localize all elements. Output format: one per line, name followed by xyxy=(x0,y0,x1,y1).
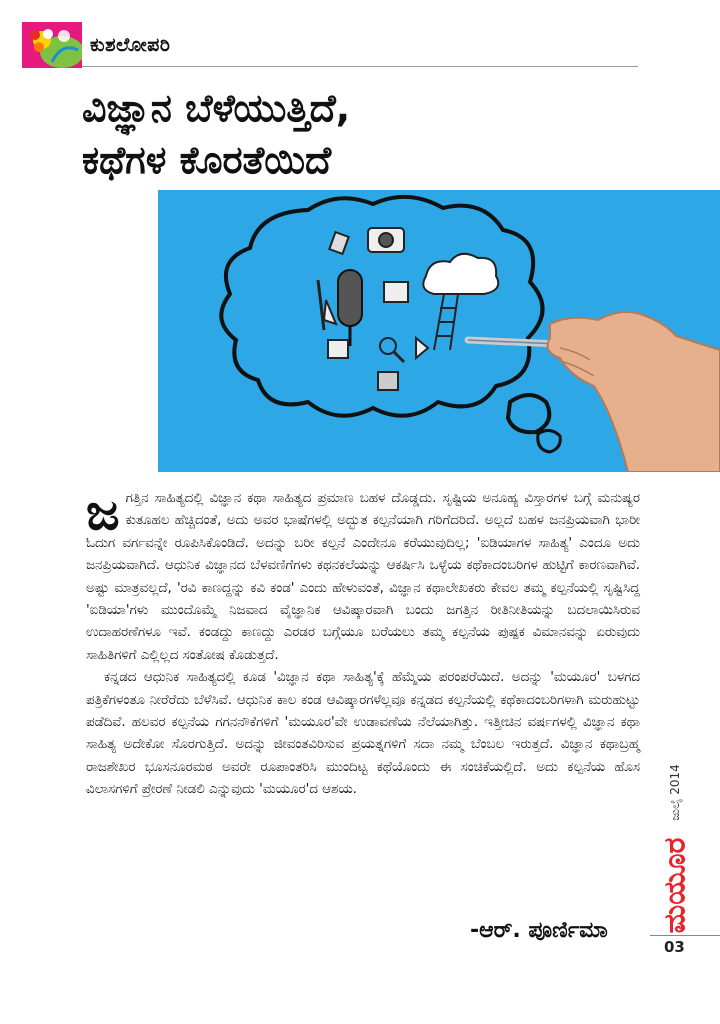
paragraph-1-text: ಗತ್ತಿನ ಸಾಹಿತ್ಯದಲ್ಲಿ ವಿಜ್ಞಾನ ಕಥಾ ಸಾಹಿತ್ಯದ ಪ್ರಮಾಣ ಬಹಳ ದೊಡ್ಡದು. ಸೃಷ್ಟಿಯ ಅನೂಹ್ಯ ವಿಸ್ತಾರಗಳ ಬಗ್ಗೆ ಮನುಷ್ಯರ ಕುತೂಹಲ ಹೆಚ್ಚಿದಂತೆ, ಅದು ಅವರ ಭಾಷೆಗಳಲ್ಲಿ ಅದ್ಭುತ ಕಲ್ಪನೆಯಾಗಿ ಗರಿಗೆದರಿದೆ. ಅಲ್ಲದೆ ಬಹಳ ಜನಪ್ರಿಯವಾಗಿ ಭಾರೀ ಓದುಗ ವರ್ಗವನ್ನೇ ರೂಪಿಸಿಕೊಂಡಿದೆ. ಅದನ್ನು ಬರೀ ಕಲ್ಪನೆ ಎಂದೇನೂ ಕರೆಯುವುದಿಲ್ಲ; 'ಐಡಿಯಾಗಳ ಸಾಹಿತ್ಯ' ಎಂದೂ ಅದು ಜನಪ್ರಿಯವಾಗಿದೆ. ಆಧುನಿಕ ವಿಜ್ಞಾನದ ಬೆಳವಣಿಗೆಗಳು ಕಥನಕಲೆಯನ್ನು ಆಕರ್ಷಿಸಿ ಒಳ್ಳೆಯ ಕಥೆಕಾದಂಬರಿಗಳ ಹುಟ್ಟಿಗೆ ಕಾರಣವಾಗಿವೆ. ಅಷ್ಟು ಮಾತ್ರವಲ್ಲದೆ, 'ರವಿ ಕಾಣದ್ದನ್ನು ಕವಿ ಕಂಡ' ಎಂದು ಹೇಳುವಂತೆ, ವಿಜ್ಞಾನ ಕಥಾಲೇಖಕರು ಕೇವಲ ತಮ್ಮ ಕಲ್ಪನೆಯಲ್ಲಿ ಸೃಷ್ಟಿಸಿದ್ದ 'ಐಡಿಯಾ'ಗಳು ಮುಂದೊಮ್ಮೆ ನಿಜವಾದ ವೈಜ್ಞಾನಿಕ ಆವಿಷ್ಕಾರವಾಗಿ ಬಂದು ಜಗತ್ತಿನ ರೀತಿನೀತಿಯನ್ನು ಬದಲಾಯಿಸಿರುವ ಉದಾಹರಣೆಗಳೂ ಇವೆ. ಕಂಡದ್ದು ಕಾಣದ್ದು ಎರಡರ ಬಗ್ಗೆಯೂ ಬರೆಯಲು ತಮ್ಮ ಕಲ್ಪನೆಯ ಪುಷ್ಪಕ ವಿಮಾನವನ್ನು ಏರುವುದು ಸಾಹಿತಿಗಳಿಗೆ ಎಲ್ಲಿಲ್ಲದ ಸಂತೋಷ ಕೊಡುತ್ತದೆ. xyxy=(86,491,640,663)
dropcap: ಜ xyxy=(86,483,120,541)
title-line-1: ವಿಜ್ಞಾನ ಬೆಳೆಯುತ್ತಿದೆ, xyxy=(82,86,351,130)
brand-logo: ಮಯೂರ xyxy=(657,837,693,933)
footer-divider xyxy=(650,935,720,936)
thought-cloud-hand-pen-illustration xyxy=(158,190,720,472)
paragraph-2: ಕನ್ನಡದ ಆಧುನಿಕ ಸಾಹಿತ್ಯದಲ್ಲಿ ಕೂಡ 'ವಿಜ್ಞಾನ ಕಥಾ ಸಾಹಿತ್ಯ'ಕ್ಕೆ ಹೆಮ್ಮೆಯ ಪರಂಪರೆಯಿದೆ. ಅದನ್ನು 'ಮಯೂರ' ಬಳಗದ ಪತ್ರಿಕೆಗಳಂತೂ ನೀರೆರೆದು ಬೆಳೆಸಿವೆ. ಆಧುನಿಕ ಕಾಲ ಕಂಡ ಆವಿಷ್ಕಾರಗಳೆಲ್ಲವೂ ಕನ್ನಡದ ಕಲ್ಪನೆಯಲ್ಲಿ ಕಥೆಕಾದಂಬರಿಗಳಾಗಿ ಮರುಹುಟ್ಟು ಪಡೆದಿವೆ. ಹಲವರ ಕಲ್ಪನೆಯ ಗಗನನೌಕೆಗಳಿಗೆ 'ಮಯೂರ'ವೇ ಉಡಾವಣೆಯ ನೆಲೆಯಾಗಿತ್ತು. ಇತ್ತೀಚಿನ ವರ್ಷಗಳಲ್ಲಿ ವಿಜ್ಞಾನ ಕಥಾ ಸಾಹಿತ್ಯ ಅದೇಕೋ ಸೊರಗುತ್ತಿದೆ. ಅದನ್ನು ಜೀವಂತವಿರಿಸುವ ಪ್ರಯತ್ನಗಳಿಗೆ ಸದಾ ನಮ್ಮ ಬೆಂಬಲ ಇರುತ್ತದೆ. ವಿಜ್ಞಾನ ಕಥಾಬ್ರಹ್ಮ ರಾಜಶೇಖರ ಭೂಸನೂರಮಠ ಅವರೇ ರೂಪಾಂತರಿಸಿ ಮುಂದಿಟ್ಟ ಕಥೆಯೊಂದು ಈ ಸಂಚಿಕೆಯಲ್ಲಿದೆ. ಅದು ಕಲ್ಪನೆಯ ಹೊಸ ವಿಲಾಸಗಳಿಗೆ ಪ್ರೇರಣೆ ನೀಡಲಿ ಎನ್ನುವುದು 'ಮಯೂರ'ದ ಆಶಯ. xyxy=(86,670,640,798)
header-divider xyxy=(82,66,638,67)
paragraph-1 xyxy=(86,483,640,667)
issue-date: ಜುಲೈ 2014 xyxy=(667,763,682,821)
page-number: 03 xyxy=(664,938,685,956)
side-masthead xyxy=(655,745,699,945)
section-name: ಕುಶಲೋಪರಿ xyxy=(90,34,171,56)
article-title xyxy=(82,82,642,186)
title-line-2: ಕಥೆಗಳ ಕೊರತೆಯಿದೆ xyxy=(82,138,332,182)
author-signature: -ಆರ್. ಪೂರ್ಣಿಮಾ xyxy=(470,918,608,943)
article-body xyxy=(86,483,640,802)
flower-logo-icon xyxy=(22,22,82,68)
page-header xyxy=(22,22,638,68)
